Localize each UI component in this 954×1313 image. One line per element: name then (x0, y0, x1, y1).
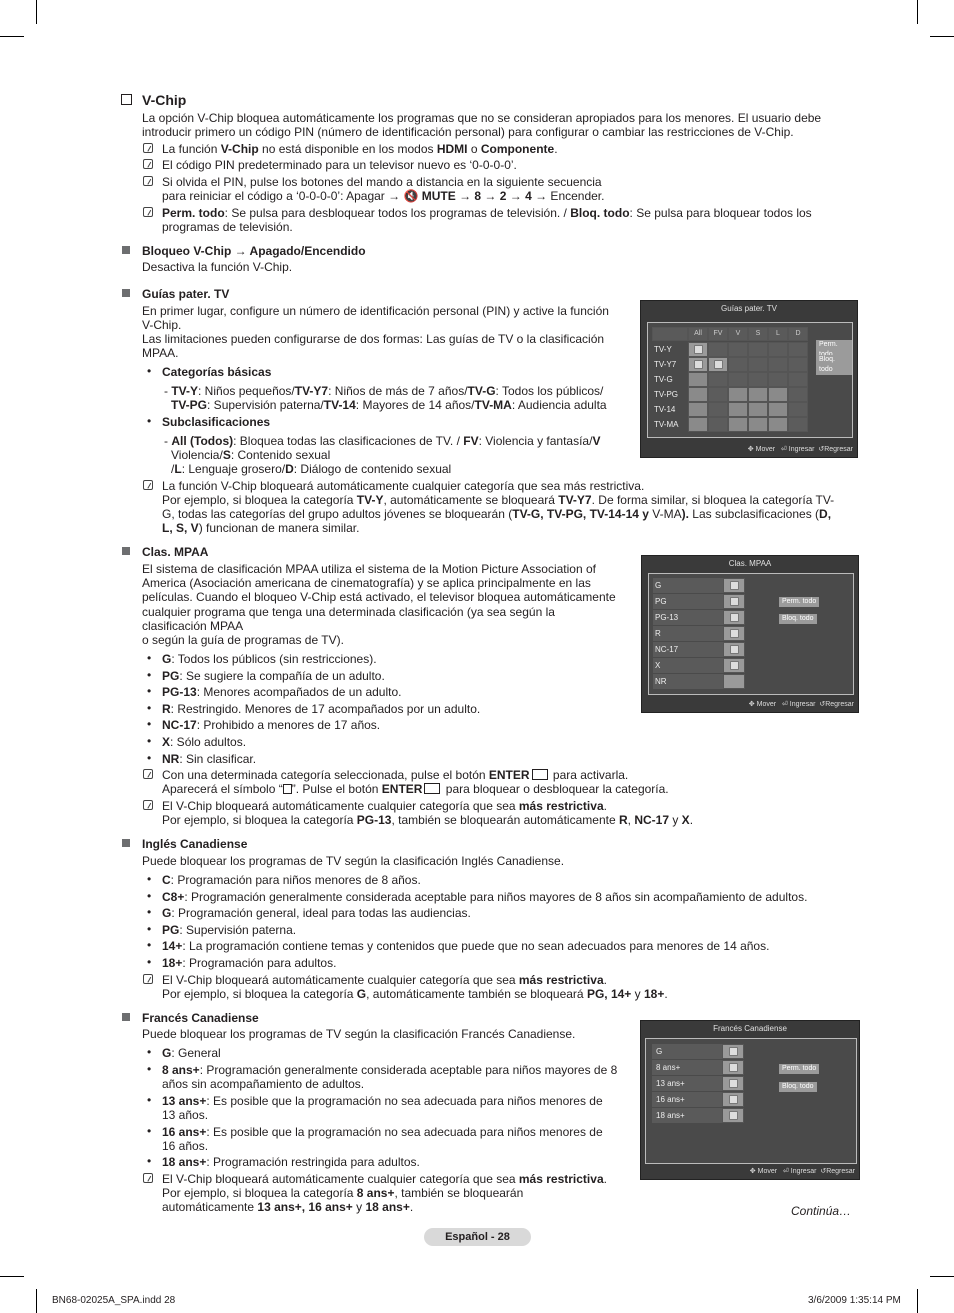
note-line: Por ejemplo, si bloquea la categoría G, automáticamente también se bloqueará PG, 14+ y 18+. (162, 987, 668, 1001)
move-label: Mover (756, 701, 777, 708)
rating-row-label[interactable]: 13 ans+ (656, 1079, 685, 1088)
move-icon: ✥ (747, 446, 754, 453)
grid-cell[interactable] (728, 402, 748, 417)
grid-cell[interactable] (768, 357, 788, 372)
section-heading: Bloqueo V-Chip → Apagado/Encendido (142, 244, 366, 258)
perm-todo-button[interactable]: Perm. (816, 340, 852, 360)
note-icon (143, 176, 153, 186)
grid-cell[interactable] (788, 417, 808, 432)
subclass-line: - All (Todos): Bloquea todas las clasificaciones de TV. / FV: Violencia y fantasía/V (164, 434, 601, 448)
paragraph-line: clasificación MPAA (142, 619, 244, 633)
lock-icon (694, 345, 703, 354)
return-icon: ↺ (820, 1168, 827, 1175)
subheading: Categorías básicas (162, 365, 272, 379)
list-item: G: General (162, 1046, 221, 1060)
crop-mark (0, 36, 24, 37)
grid-cell[interactable] (748, 402, 768, 417)
section-heading: Francés Canadiense (142, 1011, 259, 1025)
osd-list-panel (648, 573, 854, 695)
categories-line: - TV-Y: Niños pequeños/TV-Y7: Niños de más de 7 años/TV-G: Todos los públicos/ (164, 384, 604, 398)
grid-cell[interactable] (748, 387, 768, 402)
lock-icon (729, 1111, 738, 1120)
intro-line: introducir primero un código PIN (número de identificación personal) para configurar o cambiar las restricciones de V-Chip. (142, 125, 794, 139)
section-marker (122, 547, 130, 555)
bloq-todo-button[interactable]: Bloq. todo (816, 355, 852, 375)
enter-icon (424, 783, 440, 794)
lock-icon (729, 1095, 738, 1104)
enter-icon: ⏎ (782, 1168, 789, 1175)
note-line: Aparecerá el símbolo “ ”. Pulse el botón ENTER para bloquear o desbloquear la categoría. (162, 782, 669, 796)
section-text: Desactiva la función V-Chip. (142, 260, 293, 274)
bullet: • (147, 1062, 152, 1076)
lock-icon (730, 597, 739, 606)
bullet: • (147, 684, 152, 699)
osd-mpaa (641, 555, 859, 713)
list-item-cont: años sin acompañamiento de adultos. (162, 1077, 365, 1091)
grid-cell[interactable] (768, 417, 788, 432)
grid-cell[interactable] (728, 357, 748, 372)
page-title: V-Chip (142, 92, 187, 108)
osd-footer (750, 1167, 855, 1175)
note-line: Con una determinada categoría seleccionada, pulse el botón ENTER para activarla. (162, 768, 629, 782)
grid-col-header: FV (708, 327, 728, 341)
grid-cell[interactable] (688, 387, 708, 402)
list-item: C: Programación para niños menores de 8 años. (162, 873, 421, 887)
grid-row-label[interactable]: TV-PG (654, 390, 679, 399)
rating-cell[interactable] (723, 658, 745, 673)
return-label: Regresar (826, 1168, 855, 1175)
bullet: • (147, 1124, 152, 1138)
grid-cell[interactable] (688, 342, 708, 357)
grid-cell[interactable] (748, 372, 768, 387)
grid-cell[interactable] (748, 342, 768, 357)
enter-icon: ⏎ (781, 701, 788, 708)
grid-cell[interactable] (768, 372, 788, 387)
grid-cell[interactable] (728, 387, 748, 402)
list-item: PG: Se sugiere la compañía de un adulto. (162, 668, 385, 683)
rating-row-label[interactable]: 18 ans+ (656, 1111, 685, 1120)
note-forgot-pin: Si olvida el PIN, pulse los botones del mando a distancia en la siguiente secuencia (162, 175, 602, 189)
bullet: • (147, 1045, 152, 1059)
rating-row[interactable] (653, 658, 723, 673)
note-line: El V-Chip bloqueará automáticamente cualquier categoría que sea más restrictiva. (162, 973, 607, 987)
rating-cell[interactable] (723, 642, 745, 657)
move-label: Mover (757, 1168, 778, 1175)
paragraph-line: America (Asociación americana de cinematografía) y se aplica principalmente en las (142, 576, 591, 590)
list-item: G: Programación general, ideal para todas las audiencias. (162, 906, 471, 921)
rating-cell[interactable] (723, 610, 745, 625)
osd-parental-guide (640, 300, 858, 458)
return-label: Regresar (824, 446, 853, 453)
bullet: • (147, 700, 152, 715)
bullet: • (147, 750, 152, 765)
grid-cell[interactable] (768, 342, 788, 357)
lock-icon (730, 645, 739, 654)
lock-icon (714, 360, 723, 369)
lock-icon (730, 629, 739, 638)
rating-cell[interactable] (723, 674, 745, 689)
note-line: G, todas las categorías del grupo adultos jóvenes se bloquearán (TV-G, TV-PG, TV-14-14 y V-MA). Las subclasificaciones (D, (162, 507, 832, 521)
enter-icon: ⏎ (780, 446, 787, 453)
list-item: C8+: Programación generalmente considerada aceptable para niños mayores de 8 años sin acompañamiento de adultos. (162, 889, 808, 904)
grid-col-header: All (688, 327, 708, 341)
bullet: • (147, 955, 152, 969)
lock-icon (694, 360, 703, 369)
list-item: 18 ans+: Programación restringida para adultos. (162, 1155, 420, 1169)
rating-row-label[interactable]: PG (655, 597, 667, 606)
osd-title: Clas. MPAA (728, 559, 772, 568)
bullet: • (147, 888, 152, 903)
grid-cell[interactable] (788, 387, 808, 402)
crop-mark (930, 36, 954, 37)
list-item: PG: Supervisión paterna. (162, 922, 297, 937)
bullet: • (147, 921, 152, 936)
note-icon (143, 769, 153, 779)
grid-cell[interactable] (788, 357, 808, 372)
osd-title: Guías pater. TV (721, 304, 777, 313)
move-icon: ✥ (748, 701, 755, 708)
note-line: Por ejemplo, si bloquea la categoría 8 ans+, también se bloquearán (162, 1186, 524, 1200)
bloq-todo-button[interactable]: Bloq. todo (779, 1082, 817, 1092)
note-icon (143, 1173, 153, 1183)
paragraph-line: En primer lugar, configure un número de identificación personal (PIN) y active la función (142, 304, 609, 318)
note-icon (143, 974, 153, 984)
note-hdmi: La función V-Chip no está disponible en los modos HDMI o Componente. (162, 142, 558, 156)
list-item-cont: 13 años. (162, 1108, 209, 1122)
note-perm-bloq: programas de televisión. (162, 220, 293, 234)
note-icon (143, 159, 153, 169)
paragraph-line: El sistema de clasificación MPAA utiliza el sistema de la Motion Picture Association of (142, 562, 596, 576)
grid-cell[interactable] (748, 357, 768, 372)
grid-cell[interactable] (708, 357, 728, 372)
list-item: NR: Sin clasificar. (162, 751, 257, 766)
bullet: • (147, 1093, 152, 1107)
return-icon: ↺ (819, 701, 826, 708)
note-icon (143, 800, 153, 810)
bullet: • (147, 414, 152, 428)
list-item: X: Sólo adultos. (162, 735, 247, 749)
paragraph-line: o según la guía de programas de TV). (142, 633, 344, 647)
paragraph-line: películas. Cuando el bloqueo V-Chip está activado, el televisor bloquea automáticamente (142, 590, 616, 604)
list-item: 13 ans+: Es posible que la programación no sea adecuada para niños menores de (162, 1094, 603, 1108)
crop-mark (0, 1276, 24, 1277)
move-label: Mover (755, 446, 776, 453)
rating-cell[interactable] (722, 1108, 744, 1123)
enter-icon (532, 769, 548, 780)
rating-cell[interactable] (722, 1044, 744, 1059)
checkbox-icon (121, 94, 132, 105)
section-text: Puede bloquear los programas de TV según la clasificación Francés Canadiense. (142, 1027, 576, 1041)
grid-col-header: S (748, 327, 768, 341)
footer-date: 3/6/2009 1:35:14 PM (808, 1295, 901, 1306)
list-item: NC-17: Prohibido a menores de 17 años. (162, 718, 381, 733)
rating-row-label[interactable]: 8 ans+ (656, 1063, 681, 1072)
note-line: automáticamente 13 ans+, 16 ans+ y 18 ans+. (162, 1200, 414, 1214)
rating-cell[interactable] (723, 594, 745, 609)
bullet: • (147, 872, 152, 886)
grid-cell[interactable] (708, 387, 728, 402)
note-icon (143, 480, 153, 490)
rating-row[interactable] (652, 1044, 722, 1059)
grid-row-label[interactable]: TV-Y7 (654, 360, 677, 369)
osd-grid-panel (647, 322, 853, 438)
grid-col-header: D (788, 327, 808, 341)
grid-cell[interactable] (748, 417, 768, 432)
note-icon (143, 207, 153, 217)
grid-cell[interactable] (788, 342, 808, 357)
enter-label: Ingresar (788, 446, 815, 453)
lock-icon (730, 581, 739, 590)
note-perm-bloq: Perm. todo: Se pulsa para desbloquear todos los programas de televisión. / Bloq. todo: Se pulsa para bloquear todos los (162, 206, 812, 220)
note-line: El V-Chip bloqueará automáticamente cualquier categoría que sea más restrictiva. (162, 1172, 607, 1186)
section-marker (122, 839, 130, 847)
bullet: • (147, 734, 152, 748)
subclass-line: /L: Lenguaje grosero/D: Diálogo de contenido sexual (171, 462, 452, 476)
grid-cell[interactable] (708, 402, 728, 417)
paragraph-line: Las limitaciones pueden configurarse de dos formas: Las guías de TV o la clasificación (142, 332, 605, 346)
list-item-cont: 16 años. (162, 1139, 209, 1153)
grid-row-label[interactable]: TV-14 (654, 405, 676, 414)
grid-col-header: L (768, 327, 788, 341)
osd-title: Francés Canadiense (713, 1024, 787, 1033)
rating-row-label[interactable]: NR (655, 677, 667, 686)
section-heading: Clas. MPAA (142, 545, 209, 559)
subheading: Subclasificaciones (162, 415, 271, 429)
grid-cell[interactable] (688, 372, 708, 387)
crop-mark (36, 0, 37, 24)
grid-cell[interactable] (728, 372, 748, 387)
enter-label: Ingresar (789, 701, 816, 708)
grid-cell[interactable] (788, 402, 808, 417)
section-marker (122, 289, 130, 297)
list-item: G: Todos los públicos (sin restricciones). (162, 652, 377, 666)
lock-icon (730, 613, 739, 622)
grid-row-label[interactable]: TV-Y (654, 345, 672, 354)
rating-cell[interactable] (722, 1060, 744, 1075)
categories-line: TV-PG: Supervisión paterna/TV-14: Mayores de 14 años/TV-MA: Audiencia adulta (171, 398, 607, 412)
section-heading: Inglés Canadiense (142, 837, 248, 851)
note-line: L, S, V) funcionan de manera similar. (162, 521, 360, 535)
note-icon (143, 143, 153, 153)
rating-row[interactable] (653, 578, 723, 593)
grid-row-label[interactable]: TV-G (654, 375, 673, 384)
note-line: La función V-Chip bloqueará automáticamente cualquier categoría que sea más restrictiva. (162, 479, 645, 493)
grid-cell[interactable] (768, 387, 788, 402)
note-line: El V-Chip bloqueará automáticamente cualquier categoría que sea más restrictiva. (162, 799, 607, 813)
section-heading: Guías pater. TV (142, 287, 230, 301)
intro-line: La opción V-Chip bloquea automáticamente los programas que no se consideran apropiados para los menores. El usuario debe (142, 111, 822, 125)
osd-french-canadian (640, 1020, 860, 1180)
note-forgot-pin: para reiniciar el código a ‘0-0-0-0’: Apagar → 🔇 MUTE → 8 → 2 → 4 → Encender. (162, 189, 605, 203)
note-line: Por ejemplo, si bloquea la categoría TV-Y, automáticamente se bloqueará TV-Y7. De forma similar, si bloquea la categoría TV- (162, 493, 835, 507)
lock-icon (730, 661, 739, 670)
osd-footer (749, 700, 854, 708)
rating-cell[interactable] (722, 1076, 744, 1091)
crop-mark (917, 1289, 918, 1313)
footer-file: BN68-02025A_SPA.indd 28 (52, 1295, 176, 1306)
list-item: 16 ans+: Es posible que la programación no sea adecuada para niños menores de (162, 1125, 603, 1139)
lock-icon (729, 1063, 738, 1072)
rating-row-label[interactable]: X (655, 661, 661, 670)
section-marker (122, 1013, 130, 1021)
bullet: • (147, 364, 152, 378)
list-item: R: Restringido. Menores de 17 acompañados por un adulto. (162, 701, 481, 716)
lock-icon (283, 784, 292, 794)
continues-label: Continúa… (791, 1204, 852, 1218)
list-item: 8 ans+: Programación generalmente considerada aceptable para niños mayores de 8 (162, 1063, 618, 1077)
move-icon: ✥ (749, 1168, 756, 1175)
grid-cell[interactable] (788, 372, 808, 387)
note-pin: El código PIN predeterminado para un televisor nuevo es ‘0-0-0-0’. (162, 158, 517, 172)
list-item: 14+: La programación contiene temas y contenidos que puede que no sean adecuados para menores de 14 años. (162, 939, 770, 954)
grid-cell[interactable] (688, 402, 708, 417)
paragraph-line: cualquier programa que tenga una determinada clasificación (ya sea según la (142, 605, 555, 619)
grid-cell[interactable] (708, 417, 728, 432)
grid-col-header: V (728, 327, 748, 341)
crop-mark (917, 0, 918, 24)
rating-row-label[interactable]: 16 ans+ (656, 1095, 685, 1104)
perm-todo-button[interactable]: Perm. todo (779, 597, 819, 607)
crop-mark (930, 1276, 954, 1277)
rating-cell[interactable] (722, 1092, 744, 1107)
enter-label: Ingresar (790, 1168, 817, 1175)
bullet: • (147, 717, 152, 732)
osd-list-panel (645, 1038, 857, 1164)
section-marker (122, 246, 130, 254)
bullet: • (147, 938, 152, 953)
lock-icon (729, 1047, 738, 1056)
grid-cell[interactable] (688, 357, 708, 372)
grid-cell[interactable] (768, 402, 788, 417)
grid-cell[interactable] (728, 342, 748, 357)
section-text: Puede bloquear los programas de TV según la clasificación Inglés Canadiense. (142, 854, 565, 868)
rating-row-label[interactable]: PG-13 (655, 613, 679, 622)
rating-cell[interactable] (723, 626, 745, 641)
grid-header-blank (652, 327, 688, 341)
subclass-line: Violencia/S: Contenido sexual (171, 448, 331, 462)
list-item: PG-13: Menores acompañados de un adulto. (162, 685, 402, 700)
page-number: Español - 28 (424, 1228, 531, 1246)
note-line: Por ejemplo, si bloquea la categoría PG-13, también se bloquearán automáticamente R, NC-17 y X. (162, 813, 694, 827)
grid-cell[interactable] (708, 342, 728, 357)
bloq-todo-button[interactable]: Bloq. todo (779, 614, 817, 624)
bullet: • (147, 667, 152, 682)
rating-row[interactable] (653, 626, 723, 641)
rating-row-label[interactable]: NC-17 (655, 645, 679, 654)
perm-todo-button[interactable]: Perm. todo (779, 1064, 819, 1074)
paragraph-line: MPAA. (142, 346, 179, 360)
grid-cell[interactable] (708, 372, 728, 387)
grid-row-label[interactable]: TV-MA (654, 420, 679, 429)
return-icon: ↺ (818, 446, 825, 453)
paragraph-line: V-Chip. (142, 318, 182, 332)
grid-cell[interactable] (728, 417, 748, 432)
crop-mark (36, 1289, 37, 1313)
osd-footer (748, 445, 853, 453)
return-label: Regresar (825, 701, 854, 708)
grid-cell[interactable] (688, 417, 708, 432)
bullet: • (147, 905, 152, 920)
bullet: • (147, 1154, 152, 1168)
bullet: • (147, 651, 152, 665)
list-item: 18+: Programación para adultos. (162, 956, 337, 970)
rating-row-label[interactable]: G (655, 581, 662, 590)
lock-icon (729, 1079, 738, 1088)
rating-row-label[interactable]: G (656, 1047, 663, 1056)
rating-cell[interactable] (723, 578, 745, 593)
rating-row-label[interactable]: R (655, 629, 661, 638)
